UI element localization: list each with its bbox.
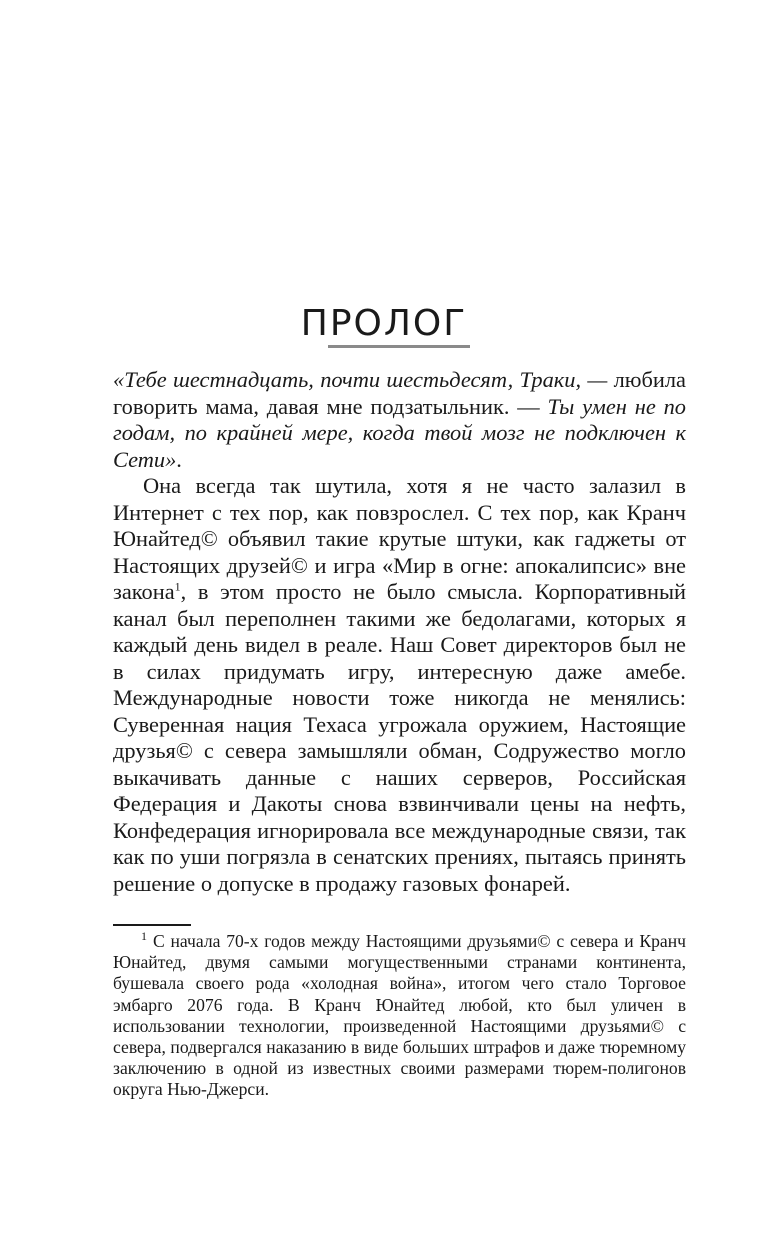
footnote-text: С начала 70-х годов между Настоящими друзьями© с севера и Кранч Юнайтед, двумя самыми могущественными странами континента, бушевала своего рода «холодная война», итогом чего стало Торговое эмбарго 2076 года. В Кранч Юнайтед любой, кто был уличен в использовании технологии, произведенной Настоящими друзьями© с севера, подвергался наказанию в виде больших штрафов и даже тюремному заключению в одной из известных своими размерами тюрем-полигонов округа Нью-Джерси. bbox=[113, 931, 686, 1100]
paragraph-2 bbox=[113, 473, 686, 897]
footnote-reference[interactable]: 1 bbox=[174, 579, 181, 594]
paragraph-1 bbox=[113, 367, 686, 473]
narration-part-2: . bbox=[176, 446, 182, 472]
footnote bbox=[113, 931, 686, 1101]
quote-part-1: «Тебе шестнадцать, почти шестьдесят, Траки, — bbox=[113, 367, 608, 392]
quote-part-2: Ты умен не по годам, по крайней мере, когда твой мозг не подключен к Сети» bbox=[113, 393, 686, 472]
paragraph-2-text-b: , в этом просто не было смысла. Корпоративный канал был переполнен такими же бедолагами, которых я каждый день видел в реале. Наш Совет директоров был не в силах придумать игру, интересную даже амебе. Международные новости тоже никогда не менялись: Суверенная нация Техаса угрожала оружием, Настоящие друзья© с севера замышляли обман, Содружество могло выкачивать данные с наших серверов, Российская Федерация и Дакоты снова взвинчивали цены на нефть, Конфедерация игнорировала все международные связи, так как по уши погрязла в сенатских прениях, пытаясь принять решение о допуске в продажу газовых фонарей. bbox=[113, 579, 686, 896]
paragraph-2-text-a: Она всегда так шутила, хотя я не часто залазил в Интернет с тех пор, как повзрослел. С тех пор, как Кранч Юнайтед© объявил такие крутые штуки, как гаджеты от Настоящих друзей© и игра «Мир в огне: апокалипсис» вне закона bbox=[113, 473, 686, 604]
narration-part-1: любила говорить мама, давая мне подзатыльник. — bbox=[113, 367, 686, 419]
title-underline bbox=[328, 345, 470, 348]
footnote-number: 1 bbox=[141, 929, 147, 944]
footnote-divider bbox=[113, 924, 191, 926]
main-text bbox=[113, 367, 686, 897]
chapter-title: ПРОЛОГ bbox=[300, 303, 468, 344]
